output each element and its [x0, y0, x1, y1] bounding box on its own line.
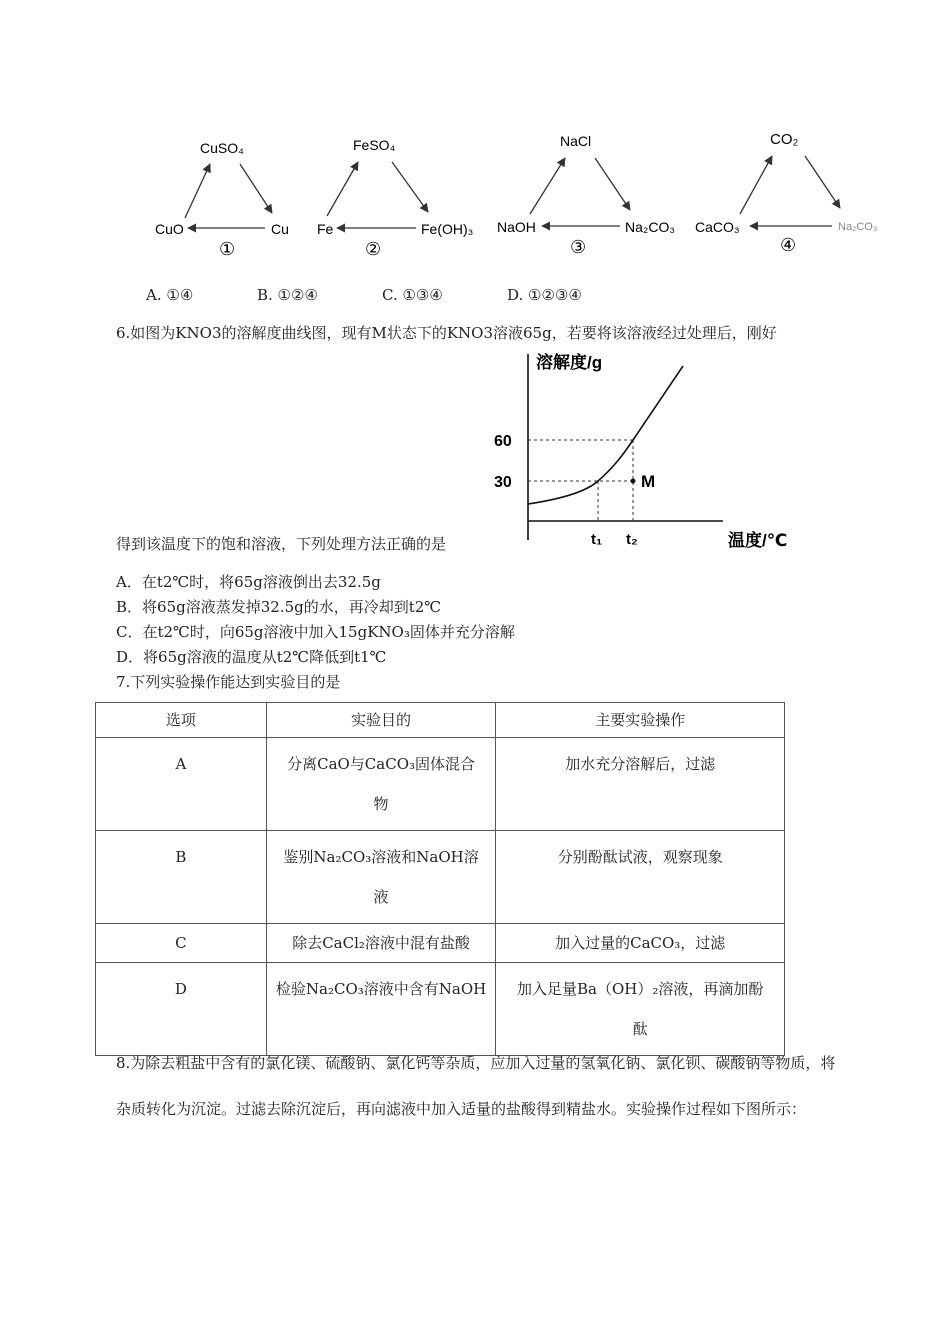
row-a-goal: 分离CaO与CaCO₃固体混合 物	[266, 738, 496, 831]
diagram-4	[695, 131, 877, 255]
diagram-1	[155, 140, 289, 259]
q5-option-b[interactable]: B. ①②④	[257, 286, 318, 304]
x-axis-label: 温度/℃	[728, 531, 788, 550]
header-goal: 实验目的	[266, 703, 496, 738]
row-a-option[interactable]: A	[96, 738, 267, 831]
table-row	[96, 924, 785, 963]
row-b-operation: 分别酚酞试液，观察现象	[496, 831, 785, 924]
diagram-3-top: NaCl	[560, 133, 592, 149]
y-axis-label: 溶解度/g	[536, 353, 603, 372]
y-tick-30: 30	[494, 474, 512, 491]
solubility-curve	[528, 366, 683, 504]
q6-stem-1: 6.如图为KNO3的溶解度曲线图，现有M状态下的KNO3溶液65g，若要将该溶液经过处理后，刚好	[116, 324, 777, 342]
diagram-2-right: Fe(OH)₃	[421, 221, 474, 237]
diagram-3-right: Na₂CO₃	[625, 219, 676, 235]
diagram-2-num: ②	[365, 239, 382, 259]
q6-option-d[interactable]: D．将65g溶液的温度从t2℃降低到t1℃	[116, 648, 387, 666]
q6-option-a[interactable]: A．在t2℃时，将65g溶液倒出去32.5g	[116, 573, 381, 591]
q5-diagrams	[140, 120, 920, 270]
q6-option-b[interactable]: B．将65g溶液蒸发掉32.5g的水，再冷却到t2℃	[116, 598, 442, 616]
q7-table	[95, 702, 785, 1056]
header-option: 选项	[96, 703, 267, 738]
diagram-3	[497, 133, 675, 257]
q6-stem-2: 得到该温度下的饱和溶液，下列处理方法正确的是	[116, 535, 447, 553]
q6-option-c[interactable]: C．在t2℃时，向65g溶液中加入15gKNO₃固体并充分溶解	[116, 623, 515, 641]
table-row	[96, 738, 785, 831]
point-m	[631, 479, 636, 484]
diagram-4-right: Na₂CO₃	[838, 221, 878, 233]
diagram-2-top: FeSO₄	[353, 137, 396, 153]
table-header-row	[96, 703, 785, 738]
diagram-4-num: ④	[780, 235, 797, 255]
q5-option-d[interactable]: D. ①②③④	[507, 286, 582, 304]
q8-stem: 8.为除去粗盐中含有的氯化镁、硫酸钠、氯化钙等杂质，应加入过量的氢氧化钠、氯化钡、碳酸钠等物质，将杂质转化为沉淀。过滤去除沉淀后，再向滤液中加入适量的盐酸得到精盐水。实验操作过程如下图所示：	[116, 1054, 836, 1118]
y-tick-60: 60	[494, 433, 512, 450]
diagram-4-left: CaCO₃	[695, 219, 740, 235]
row-c-operation: 加入过量的CaCO₃，过滤	[496, 924, 785, 963]
diagram-3-left: NaOH	[497, 219, 536, 235]
diagram-1-num: ①	[219, 239, 236, 259]
diagram-3-num: ③	[570, 237, 587, 257]
row-c-goal: 除去CaCl₂溶液中混有盐酸	[266, 924, 496, 963]
diagram-4-top: CO₂	[770, 131, 799, 148]
diagram-1-left: CuO	[155, 221, 184, 237]
q6-solubility-chart	[488, 340, 818, 555]
diagram-1-right: Cu	[271, 221, 289, 237]
diagram-1-top: CuSO₄	[200, 140, 244, 156]
table-row	[96, 831, 785, 924]
row-a-operation: 加水充分溶解后，过滤	[496, 738, 785, 831]
row-b-goal: 鉴别Na₂CO₃溶液和NaOH溶 液	[266, 831, 496, 924]
q5-option-c[interactable]: C. ①③④	[382, 286, 443, 304]
row-d-operation: 加入足量Ba（OH）₂溶液，再滴加酚 酞	[496, 963, 785, 1056]
row-b-option[interactable]: B	[96, 831, 267, 924]
header-operation: 主要实验操作	[496, 703, 785, 738]
diagram-2	[317, 137, 473, 259]
point-m-label: M	[641, 472, 656, 491]
q5-option-a[interactable]: A. ①④	[146, 286, 194, 304]
q7-stem: 7.下列实验操作能达到实验目的是	[116, 673, 341, 691]
row-d-goal: 检验Na₂CO₃溶液中含有NaOH	[266, 963, 496, 1056]
row-c-option[interactable]: C	[96, 924, 267, 963]
x-tick-t1: t₁	[591, 531, 603, 548]
diagram-2-left: Fe	[317, 221, 334, 237]
x-tick-t2: t₂	[626, 531, 638, 548]
row-d-option[interactable]: D	[96, 963, 267, 1056]
